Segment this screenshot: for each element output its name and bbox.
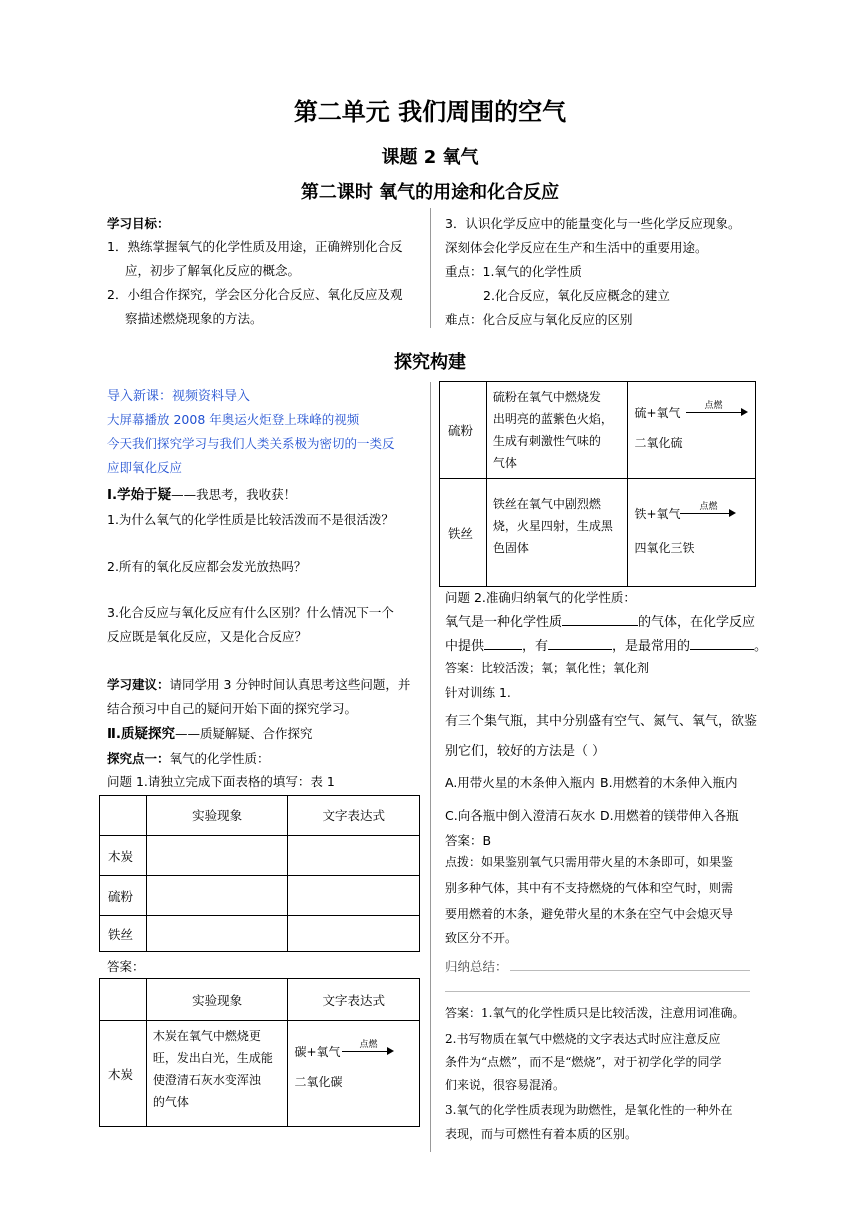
reactants: 铁+氧气 bbox=[634, 507, 681, 521]
summary-answer: 3.氧气的化学性质表现为助燃性，是氧化性的一种外在 bbox=[445, 1103, 733, 1117]
part2-title: Ⅱ.质疑探究 bbox=[107, 726, 176, 742]
answer-table-part1 bbox=[99, 978, 420, 1127]
column-divider bbox=[430, 208, 431, 328]
phenomenon-line: 铁丝在氧气中剧烈燃 bbox=[492, 497, 601, 511]
intro-label-rest: 视频资料导入 bbox=[172, 389, 251, 404]
part2-subtitle: ——质疑解疑、合作探究 bbox=[175, 726, 313, 741]
blank-cell[interactable] bbox=[288, 876, 420, 916]
point1-label: 探究点一： bbox=[107, 751, 170, 766]
phenomenon-line: 气体 bbox=[492, 456, 517, 470]
table-header-expression: 文字表达式 bbox=[288, 796, 420, 836]
objective-line: 2．小组合作探究，学会区分化合反应、氧化反应及观 bbox=[107, 287, 403, 302]
phenomenon-line: 色固体 bbox=[492, 541, 529, 555]
intro-label: 导入新课： bbox=[107, 389, 173, 404]
summary-answer: 条件为“点燃”，而不是“燃烧”，对于初学化学的同学 bbox=[445, 1055, 722, 1069]
blank-field[interactable] bbox=[690, 638, 754, 650]
section-title: 探究构建 bbox=[394, 352, 466, 373]
question2-line bbox=[445, 611, 755, 630]
period-title: 第二课时 氧气的用途和化合反应 bbox=[300, 182, 560, 203]
table-header-empty bbox=[100, 979, 147, 1021]
expression-cell bbox=[628, 479, 756, 587]
row-label: 硫粉 bbox=[440, 382, 487, 479]
training-title: 针对训练 1. bbox=[445, 685, 511, 700]
key-point: 2.化合反应，氧化反应概念的建立 bbox=[483, 288, 670, 303]
intro-line: 今天我们探究学习与我们人类关系极为密切的一类反 bbox=[107, 436, 395, 451]
blank-table bbox=[99, 795, 420, 952]
point1-line bbox=[107, 749, 270, 767]
q2-text: 。 bbox=[754, 639, 768, 654]
reaction-condition: 点燃 bbox=[704, 401, 723, 411]
question2-title: 问题 2.准确归纳氧气的化学性质： bbox=[445, 590, 636, 605]
phenomenon-cell bbox=[486, 479, 628, 587]
option-c: C.向各瓶中倒入澄清石灰水 bbox=[445, 808, 596, 823]
objective-line: 1．熟练掌握氧气的化学性质及用途，正确辨别化合反 bbox=[107, 239, 403, 254]
key-point: 重点：1.氧气的化学性质 bbox=[445, 264, 582, 279]
question2-answer: 答案：比较活泼；氧；氧化性；氧化剂 bbox=[445, 661, 650, 675]
answer-table-part2 bbox=[439, 381, 756, 587]
question1: 问题 1.请独立完成下面表格的填写：表 1 bbox=[107, 774, 335, 789]
row-label: 铁丝 bbox=[100, 916, 147, 952]
question-line: 2.所有的氧化反应都会发光放热吗？ bbox=[107, 559, 307, 574]
row-label: 木炭 bbox=[100, 1021, 147, 1127]
reaction-arrow bbox=[680, 513, 730, 514]
reaction-equation bbox=[634, 402, 749, 422]
part2-heading bbox=[107, 722, 313, 742]
training-question: 别它们，较好的方法是（ ） bbox=[445, 744, 606, 759]
reaction-equation bbox=[294, 1041, 413, 1061]
question2-line bbox=[445, 635, 767, 654]
blank-cell[interactable] bbox=[288, 836, 420, 876]
table-header-phenomenon: 实验现象 bbox=[146, 979, 288, 1021]
q2-text: ，有 bbox=[522, 639, 549, 654]
blank-field[interactable] bbox=[548, 638, 612, 650]
difficulty: 难点：化合反应与氧化反应的区别 bbox=[445, 312, 633, 327]
tip-line: 点拨：如果鉴别氧气只需用带火星的木条即可，如果鉴 bbox=[445, 855, 734, 869]
summary-answer: 表现，而与可燃性有着本质的区别。 bbox=[445, 1127, 638, 1141]
arrow-head bbox=[387, 1047, 394, 1055]
objectives-label: 学习目标： bbox=[107, 216, 170, 231]
q2-text: 的气体，在化学反应 bbox=[638, 615, 756, 630]
arrow-head bbox=[729, 509, 736, 517]
tip-line: 别多种气体，其中有不支持燃烧的气体和空气时，则需 bbox=[445, 881, 734, 895]
phenomenon-line: 木炭在氧气中燃烧更 bbox=[152, 1029, 261, 1043]
advice-label: 学习建议： bbox=[107, 677, 170, 692]
table-header-phenomenon: 实验现象 bbox=[146, 796, 288, 836]
blank-cell[interactable] bbox=[146, 836, 288, 876]
table-header-expression: 文字表达式 bbox=[288, 979, 420, 1021]
row-label: 硫粉 bbox=[100, 876, 147, 916]
reactants: 碳+氧气 bbox=[294, 1045, 341, 1059]
phenomenon-cell bbox=[486, 382, 628, 479]
point1-text: 氧气的化学性质： bbox=[169, 751, 270, 766]
summary-answer: 答案：1.氧气的化学性质只是比较活泼，注意用词准确。 bbox=[445, 1006, 745, 1020]
part1-heading bbox=[107, 483, 296, 503]
training-answer: 答案：B bbox=[445, 833, 492, 848]
summary-input-line[interactable] bbox=[510, 970, 750, 971]
part1-title: Ⅰ.学始于疑 bbox=[107, 487, 172, 503]
intro-heading bbox=[107, 385, 250, 404]
summary-label: 归纳总结： bbox=[445, 959, 508, 974]
question-line: 3.化合反应与氧化反应有什么区别？什么情况下一个 bbox=[107, 605, 394, 620]
expression-cell bbox=[628, 382, 756, 479]
phenomenon-line: 烧，火星四射，生成黑 bbox=[492, 519, 613, 533]
phenomenon-line: 旺，发出白光，生成能 bbox=[152, 1051, 273, 1065]
intro-line: 大屏幕播放 2008 年奥运火炬登上珠峰的视频 bbox=[107, 412, 360, 427]
table-header-empty bbox=[100, 796, 147, 836]
objective-line: 察描述燃烧现象的方法。 bbox=[125, 311, 263, 326]
reaction-condition: 点燃 bbox=[699, 502, 718, 512]
blank-cell[interactable] bbox=[288, 916, 420, 952]
question-line: 反应既是氧化反应，又是化合反应？ bbox=[107, 629, 308, 644]
option-a: A.用带火星的木条伸入瓶内 bbox=[445, 775, 595, 790]
advice-text: 请同学用 3 分钟时间认真思考这些问题，并 bbox=[169, 677, 411, 692]
q2-text: 中提供 bbox=[445, 639, 485, 654]
reaction-arrow bbox=[686, 412, 742, 413]
blank-field[interactable] bbox=[484, 638, 522, 650]
q2-text: 氧气是一种化学性质 bbox=[445, 615, 563, 630]
product: 四氧化三铁 bbox=[634, 541, 695, 555]
training-question: 有三个集气瓶，其中分别盛有空气、氮气、氧气，欲鉴 bbox=[445, 714, 758, 729]
arrow-head bbox=[741, 408, 748, 416]
reactants: 硫+氧气 bbox=[634, 406, 681, 420]
phenomenon-cell bbox=[146, 1021, 288, 1127]
advice-line: 结合预习中自己的疑问开始下面的探究学习。 bbox=[107, 701, 358, 716]
phenomenon-line: 使澄清石灰水变浑浊 bbox=[152, 1073, 261, 1087]
product: 二氧化碳 bbox=[294, 1075, 343, 1089]
option-b: B.用燃着的木条伸入瓶内 bbox=[600, 775, 738, 790]
objective-line: 3．认识化学反应中的能量变化与一些化学反应现象。 bbox=[445, 216, 741, 231]
answer-label: 答案： bbox=[107, 959, 145, 974]
column-divider bbox=[430, 382, 431, 1152]
phenomenon-line: 出明亮的蓝紫色火焰， bbox=[492, 412, 613, 426]
phenomenon-line: 的气体 bbox=[152, 1095, 189, 1109]
summary-answer: 2.书写物质在氧气中燃烧的文字表达式时应注意反应 bbox=[445, 1032, 721, 1046]
blank-cell[interactable] bbox=[146, 916, 288, 952]
row-label: 木炭 bbox=[100, 836, 147, 876]
summary-divider bbox=[445, 991, 750, 992]
objective-line: 应，初步了解氧化反应的概念。 bbox=[125, 263, 301, 278]
reaction-condition: 点燃 bbox=[359, 1040, 378, 1050]
part1-subtitle: ——我思考，我收获！ bbox=[171, 487, 297, 502]
tip-line: 致区分不开。 bbox=[445, 931, 518, 945]
blank-field[interactable] bbox=[562, 614, 638, 626]
blank-cell[interactable] bbox=[146, 876, 288, 916]
question-line: 1.为什么氧气的化学性质是比较活泼而不是很活泼？ bbox=[107, 512, 394, 527]
reaction-equation bbox=[634, 503, 749, 523]
expression-cell bbox=[288, 1021, 420, 1127]
tip-line: 要用燃着的木条，避免带火星的木条在空气中会熄灭导 bbox=[445, 907, 734, 921]
lesson-title: 课题 2 氧气 bbox=[381, 147, 479, 168]
intro-line: 应即氧化反应 bbox=[107, 460, 183, 475]
phenomenon-line: 生成有刺激性气味的 bbox=[492, 434, 601, 448]
q2-text: ，是最常用的 bbox=[612, 639, 691, 654]
summary-answer: 们来说，很容易混淆。 bbox=[445, 1078, 566, 1092]
advice-line bbox=[107, 675, 410, 693]
product: 二氧化硫 bbox=[634, 436, 683, 450]
phenomenon-line: 硫粉在氧气中燃烧发 bbox=[492, 390, 601, 404]
option-d: D.用燃着的镁带伸入各瓶 bbox=[600, 808, 739, 823]
objective-line: 深刻体会化学反应在生产和生活中的重要用途。 bbox=[445, 240, 708, 255]
reaction-arrow bbox=[342, 1051, 388, 1052]
unit-title: 第二单元 我们周围的空气 bbox=[293, 98, 567, 126]
row-label: 铁丝 bbox=[440, 479, 487, 587]
